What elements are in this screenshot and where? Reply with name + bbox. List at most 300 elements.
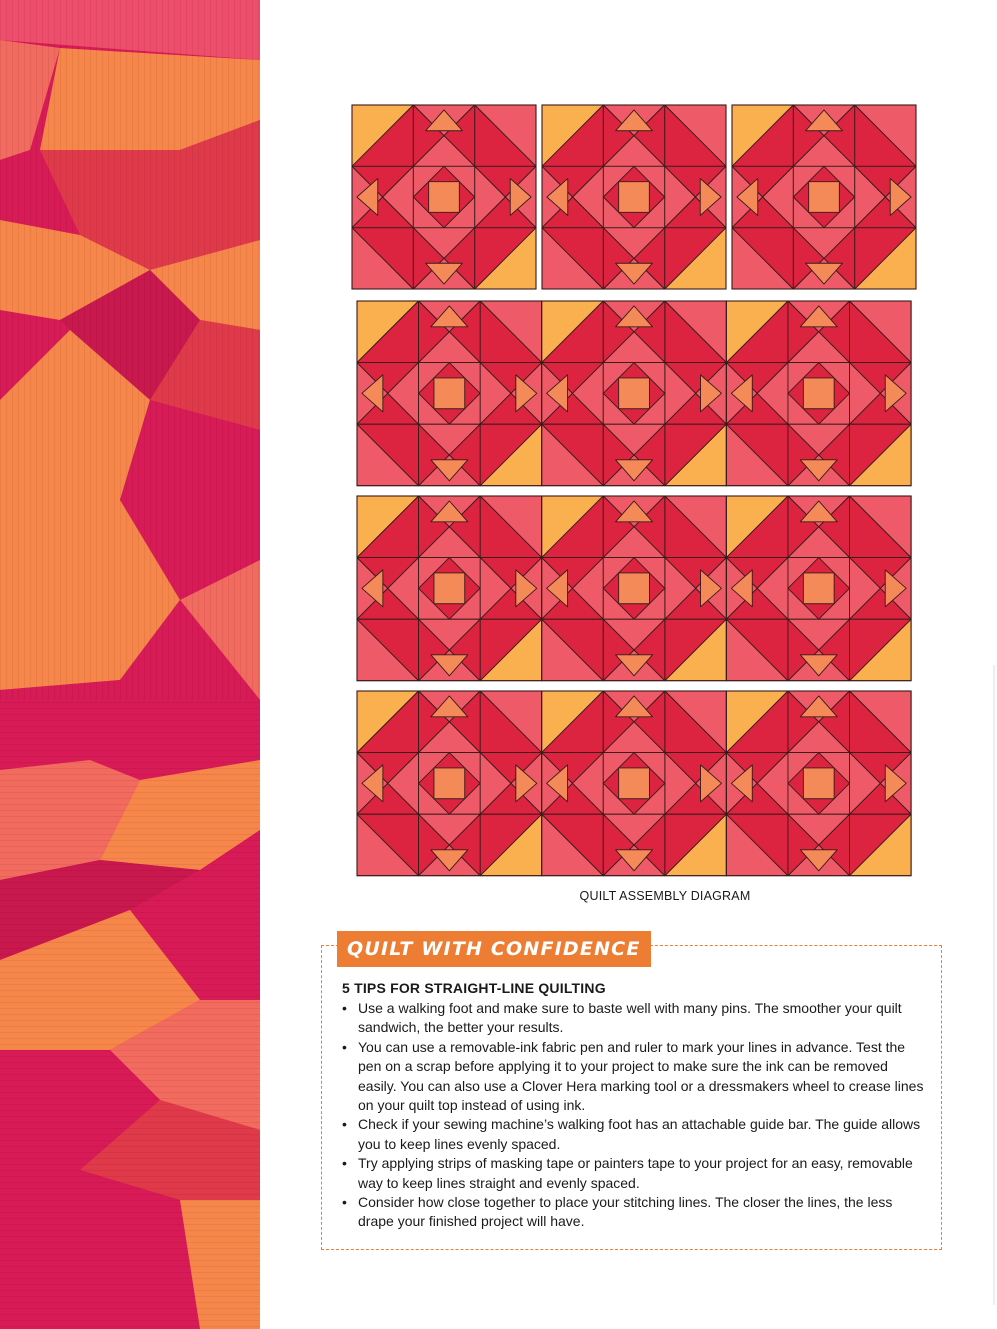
edge-triangle <box>726 393 788 424</box>
corner-triangle-light <box>665 691 727 753</box>
edge-triangle <box>511 558 542 620</box>
edge-triangle <box>819 496 850 558</box>
edge-triangle <box>850 363 912 394</box>
corner-triangle-light <box>357 814 419 876</box>
center-diamond <box>793 166 854 227</box>
goose-triangle <box>616 306 653 327</box>
center-square <box>619 182 650 213</box>
corner-triangle-dark <box>542 228 603 289</box>
corner-triangle-dark <box>850 619 912 681</box>
edge-triangle <box>788 496 819 558</box>
edge-triangle <box>793 228 854 259</box>
corner-triangle-light <box>732 228 793 289</box>
edge-triangle <box>634 424 665 486</box>
edge-triangle <box>603 650 665 681</box>
goose-triangle <box>885 375 906 412</box>
goose-triangle <box>701 375 722 412</box>
corner-triangle-dark <box>475 228 536 289</box>
edge-triangle <box>511 363 542 425</box>
tips-banner: QUILT WITH CONFIDENCE <box>337 931 651 967</box>
edge-triangle <box>603 332 665 363</box>
goose-triangle <box>516 375 537 412</box>
goose-triangle <box>700 179 721 216</box>
block-outline <box>542 301 727 486</box>
edge-triangle <box>542 166 603 197</box>
edge-triangle <box>419 845 481 876</box>
corner-triangle-light <box>480 424 542 486</box>
edge-triangle <box>850 783 912 814</box>
edge-triangle <box>419 301 481 332</box>
center-square <box>429 182 460 213</box>
edge-triangle <box>788 619 819 681</box>
edge-triangle <box>819 424 850 486</box>
corner-triangle-light <box>542 814 604 876</box>
corner-triangle-dark <box>480 301 542 363</box>
edge-triangle <box>357 783 419 814</box>
edge-triangle <box>542 753 573 815</box>
edge-triangle <box>475 166 536 197</box>
edge-triangle <box>696 558 727 620</box>
center-frame <box>413 166 474 227</box>
corner-triangle-dark <box>726 814 788 876</box>
edge-triangle <box>726 588 788 619</box>
edge-triangle <box>449 424 480 486</box>
block-outline <box>726 496 911 681</box>
edge-triangle <box>419 650 481 681</box>
bullet-icon: • <box>342 1194 347 1211</box>
goose-triangle <box>516 765 537 802</box>
center-diamond <box>788 753 850 815</box>
goose-triangle <box>731 375 752 412</box>
corner-triangle-dark <box>732 105 793 166</box>
quilt-block <box>542 301 727 486</box>
edge-triangle <box>603 814 665 845</box>
edge-triangle <box>542 753 604 784</box>
goose-triangle <box>357 179 378 216</box>
corner-triangle-light <box>665 496 727 558</box>
center-diamond <box>788 363 850 425</box>
goose-triangle <box>800 460 837 481</box>
goose-triangle <box>362 375 383 412</box>
corner-triangle-light <box>357 496 419 558</box>
block-outline <box>542 691 727 876</box>
corner-triangle-dark <box>352 228 413 289</box>
corner-triangle-dark <box>542 691 604 753</box>
edge-triangle <box>542 588 604 619</box>
edge-triangle <box>726 363 757 425</box>
edge-triangle <box>572 363 603 425</box>
block-outline <box>357 691 542 876</box>
goose-triangle <box>701 765 722 802</box>
edge-triangle <box>850 753 881 815</box>
edge-triangle <box>695 166 726 227</box>
edge-triangle <box>475 197 536 228</box>
corner-triangle-light <box>732 105 793 166</box>
goose-triangle <box>431 501 468 522</box>
corner-triangle-light <box>542 301 604 363</box>
edge-triangle <box>357 558 419 589</box>
edge-triangle <box>665 558 696 620</box>
edge-triangle <box>696 363 727 425</box>
edge-triangle <box>603 105 664 136</box>
edge-triangle <box>542 197 603 228</box>
corner-triangle-dark <box>542 424 604 486</box>
edge-triangle <box>419 814 481 845</box>
edge-triangle <box>480 558 511 620</box>
goose-triangle <box>890 179 911 216</box>
edge-triangle <box>419 455 481 486</box>
corner-triangle-light <box>357 424 419 486</box>
edge-triangle <box>413 228 444 289</box>
corner-triangle-dark <box>542 301 604 363</box>
center-frame <box>788 753 850 815</box>
edge-triangle <box>603 691 634 753</box>
corner-triangle-light <box>480 619 542 681</box>
edge-triangle <box>603 424 634 486</box>
corner-triangle-light <box>850 301 912 363</box>
edge-triangle <box>788 691 819 753</box>
tip-text: You can use a removable-ink fabric pen and ruler to mark your lines in advance. Test the pen on a scrap before applying it to your project to make sure the ink can be removed easily. You can also use a Clover Hera marking tool or a dressmakers wheel to crease lines on your quilt top instead of using ink. <box>358 1038 924 1114</box>
edge-triangle <box>444 228 475 289</box>
quilt-block <box>357 691 542 876</box>
quilt-photo <box>0 0 260 1329</box>
diagram-caption: QUILT ASSEMBLY DIAGRAM <box>579 889 751 903</box>
edge-triangle <box>788 424 819 486</box>
edge-triangle <box>880 363 911 425</box>
edge-triangle <box>603 301 665 332</box>
edge-triangle <box>603 424 665 455</box>
corner-triangle-light <box>542 424 604 486</box>
edge-triangle <box>793 228 824 289</box>
corner-triangle-dark <box>855 228 916 289</box>
corner-triangle-light <box>850 814 912 876</box>
edge-triangle <box>444 105 475 166</box>
edge-triangle <box>788 814 819 876</box>
edge-triangle <box>855 197 916 228</box>
tip-text: Check if your sewing machine’s walking foot has an attachable guide bar. The guide allows you to keep lines evenly spaced. <box>358 1116 921 1152</box>
edge-triangle <box>793 258 854 289</box>
edge-triangle <box>449 496 480 558</box>
edge-triangle <box>572 558 603 620</box>
edge-triangle <box>665 363 727 394</box>
edge-triangle <box>419 691 450 753</box>
goose-triangle <box>426 110 463 131</box>
corner-triangle-light <box>542 105 603 166</box>
edge-triangle <box>634 814 665 876</box>
corner-triangle-dark <box>542 496 604 558</box>
corner-triangle-dark <box>480 619 542 681</box>
edge-triangle <box>634 301 665 363</box>
tips-list <box>341 999 926 1232</box>
edge-triangle <box>634 619 665 681</box>
quilt-photo-art <box>0 0 260 1329</box>
edge-triangle <box>357 753 388 815</box>
edge-triangle <box>413 258 474 289</box>
goose-triangle <box>510 179 531 216</box>
goose-triangle <box>431 460 468 481</box>
edge-triangle <box>850 753 912 784</box>
edge-triangle <box>850 558 912 589</box>
goose-triangle <box>885 570 906 607</box>
corner-triangle-dark <box>542 619 604 681</box>
quilt-block <box>542 691 727 876</box>
goose-triangle <box>431 696 468 717</box>
edge-triangle <box>665 558 727 589</box>
corner-triangle-dark <box>665 105 726 166</box>
tip-text: Use a walking foot and make sure to baste well with many pins. The smoother your quilt sandwich, the better your results. <box>358 1000 902 1036</box>
center-frame <box>603 753 665 815</box>
tip-text: Try applying strips of masking tape or painters tape to your project for an easy, removable way to keep lines straight and evenly spaced. <box>358 1155 913 1191</box>
edge-triangle <box>480 783 542 814</box>
edge-triangle <box>542 783 604 814</box>
corner-triangle-dark <box>542 105 603 166</box>
quilt-block <box>726 301 911 486</box>
center-diamond <box>419 558 481 620</box>
goose-triangle <box>426 263 463 284</box>
center-square <box>619 378 650 409</box>
edge-triangle <box>819 619 850 681</box>
tip-item <box>341 1115 926 1154</box>
edge-triangle <box>788 455 850 486</box>
edge-triangle <box>603 301 634 363</box>
edge-triangle <box>413 105 444 166</box>
corner-triangle-dark <box>726 619 788 681</box>
edge-triangle <box>603 619 634 681</box>
block-outline <box>357 496 542 681</box>
edge-triangle <box>542 363 604 394</box>
edge-triangle <box>788 527 850 558</box>
corner-triangle-dark <box>665 814 727 876</box>
edge-triangle <box>542 393 604 424</box>
center-square <box>803 573 834 604</box>
goose-triangle <box>431 850 468 871</box>
corner-triangle-dark <box>726 301 788 363</box>
goose-triangle <box>616 850 653 871</box>
corner-triangle-dark <box>732 228 793 289</box>
edge-triangle <box>603 496 634 558</box>
edge-triangle <box>726 753 757 815</box>
edge-triangle <box>419 619 450 681</box>
block-outline <box>542 496 727 681</box>
quilt-block <box>726 691 911 876</box>
corner-triangle-light <box>357 301 419 363</box>
edge-triangle <box>603 814 634 876</box>
edge-triangle <box>885 166 916 227</box>
edge-triangle <box>480 753 511 815</box>
edge-triangle <box>732 166 793 197</box>
edge-triangle <box>449 691 480 753</box>
edge-triangle <box>726 363 788 394</box>
quilt-block <box>726 496 911 681</box>
corner-triangle-dark <box>855 105 916 166</box>
corner-triangle-light <box>726 496 788 558</box>
edge-triangle <box>572 753 603 815</box>
goose-triangle <box>800 850 837 871</box>
edge-triangle <box>449 301 480 363</box>
corner-triangle-light <box>542 496 604 558</box>
corner-triangle-dark <box>357 424 419 486</box>
edge-triangle <box>793 105 854 136</box>
edge-triangle <box>696 753 727 815</box>
edge-triangle <box>726 753 788 784</box>
corner-triangle-dark <box>352 105 413 166</box>
edge-triangle <box>419 332 481 363</box>
corner-triangle-light <box>665 619 727 681</box>
edge-triangle <box>788 424 850 455</box>
tip-item <box>341 1193 926 1232</box>
edge-triangle <box>665 783 727 814</box>
edge-triangle <box>788 691 850 722</box>
edge-triangle <box>726 558 788 589</box>
edge-triangle <box>603 691 665 722</box>
edge-triangle <box>732 197 793 228</box>
edge-triangle <box>793 105 824 166</box>
edge-triangle <box>542 558 573 620</box>
corner-triangle-dark <box>357 814 419 876</box>
corner-triangle-light <box>542 228 603 289</box>
goose-triangle <box>516 570 537 607</box>
edge-triangle <box>573 166 604 227</box>
corner-triangle-dark <box>850 496 912 558</box>
edge-triangle <box>763 166 794 227</box>
center-frame <box>419 363 481 425</box>
edge-triangle <box>449 619 480 681</box>
corner-triangle-dark <box>475 105 536 166</box>
edge-triangle <box>603 136 664 167</box>
edge-triangle <box>603 105 634 166</box>
block-outline <box>352 105 536 289</box>
corner-triangle-light <box>850 424 912 486</box>
edge-triangle <box>413 136 474 167</box>
edge-triangle <box>665 753 727 784</box>
edge-triangle <box>726 558 757 620</box>
corner-triangle-light <box>665 814 727 876</box>
corner-triangle-light <box>480 301 542 363</box>
edge-triangle <box>357 558 388 620</box>
corner-triangle-light <box>475 105 536 166</box>
corner-triangle-light <box>850 619 912 681</box>
goose-triangle <box>547 179 568 216</box>
edge-triangle <box>542 558 604 589</box>
edge-triangle <box>357 393 419 424</box>
edge-triangle <box>352 166 383 227</box>
corner-triangle-dark <box>665 424 727 486</box>
edge-triangle <box>603 619 665 650</box>
goose-triangle <box>701 570 722 607</box>
corner-triangle-light <box>665 301 727 363</box>
edge-triangle <box>388 753 419 815</box>
edge-triangle <box>824 228 855 289</box>
corner-triangle-dark <box>665 301 727 363</box>
center-diamond <box>603 363 665 425</box>
goose-triangle <box>806 263 843 284</box>
quilt-block <box>357 301 542 486</box>
edge-triangle <box>634 105 665 166</box>
edge-triangle <box>634 691 665 753</box>
edge-triangle <box>603 455 665 486</box>
goose-triangle <box>431 306 468 327</box>
center-square <box>809 182 840 213</box>
corner-triangle-light <box>855 228 916 289</box>
edge-triangle <box>419 722 481 753</box>
corner-triangle-light <box>357 691 419 753</box>
corner-triangle-dark <box>357 301 419 363</box>
edge-triangle <box>511 753 542 815</box>
edge-triangle <box>419 527 481 558</box>
goose-triangle <box>547 570 568 607</box>
goose-triangle <box>362 765 383 802</box>
edge-triangle <box>665 166 696 227</box>
center-square <box>803 378 834 409</box>
edge-triangle <box>388 558 419 620</box>
corner-triangle-dark <box>480 814 542 876</box>
corner-triangle-light <box>850 691 912 753</box>
block-outline <box>726 301 911 486</box>
bullet-icon: • <box>342 1155 347 1172</box>
edge-triangle <box>419 424 481 455</box>
center-square <box>434 768 465 799</box>
edge-triangle <box>819 814 850 876</box>
corner-triangle-dark <box>726 424 788 486</box>
edge-triangle <box>603 527 665 558</box>
block-outline <box>732 105 916 289</box>
center-diamond <box>788 558 850 620</box>
corner-triangle-dark <box>850 691 912 753</box>
edge-triangle <box>819 301 850 363</box>
edge-triangle <box>665 393 727 424</box>
bullet-icon: • <box>342 1116 347 1133</box>
goose-triangle <box>800 696 837 717</box>
bullet-icon: • <box>342 1038 347 1055</box>
corner-triangle-light <box>665 228 726 289</box>
corner-triangle-light <box>726 424 788 486</box>
corner-triangle-light <box>665 424 727 486</box>
corner-triangle-light <box>855 105 916 166</box>
corner-triangle-dark <box>480 496 542 558</box>
edge-triangle <box>726 783 788 814</box>
center-square <box>803 768 834 799</box>
goose-triangle <box>431 655 468 676</box>
edge-triangle <box>480 363 542 394</box>
edge-triangle <box>824 105 855 166</box>
edge-triangle <box>788 301 850 332</box>
goose-triangle <box>885 765 906 802</box>
edge-triangle <box>793 136 854 167</box>
edge-triangle <box>352 197 413 228</box>
edge-triangle <box>880 558 911 620</box>
goose-triangle <box>362 570 383 607</box>
edge-triangle <box>480 393 542 424</box>
goose-triangle <box>800 306 837 327</box>
goose-triangle <box>731 765 752 802</box>
edge-triangle <box>850 363 881 425</box>
corner-triangle-light <box>850 496 912 558</box>
edge-triangle <box>357 753 419 784</box>
edge-triangle <box>357 588 419 619</box>
edge-triangle <box>413 105 474 136</box>
goose-triangle <box>800 655 837 676</box>
center-diamond <box>419 753 481 815</box>
tip-item <box>341 1154 926 1193</box>
goose-triangle <box>616 110 653 131</box>
edge-triangle <box>788 722 850 753</box>
corner-triangle-dark <box>357 619 419 681</box>
corner-triangle-light <box>665 105 726 166</box>
goose-triangle <box>616 501 653 522</box>
corner-triangle-light <box>726 691 788 753</box>
center-square <box>434 378 465 409</box>
tip-item <box>341 999 926 1038</box>
